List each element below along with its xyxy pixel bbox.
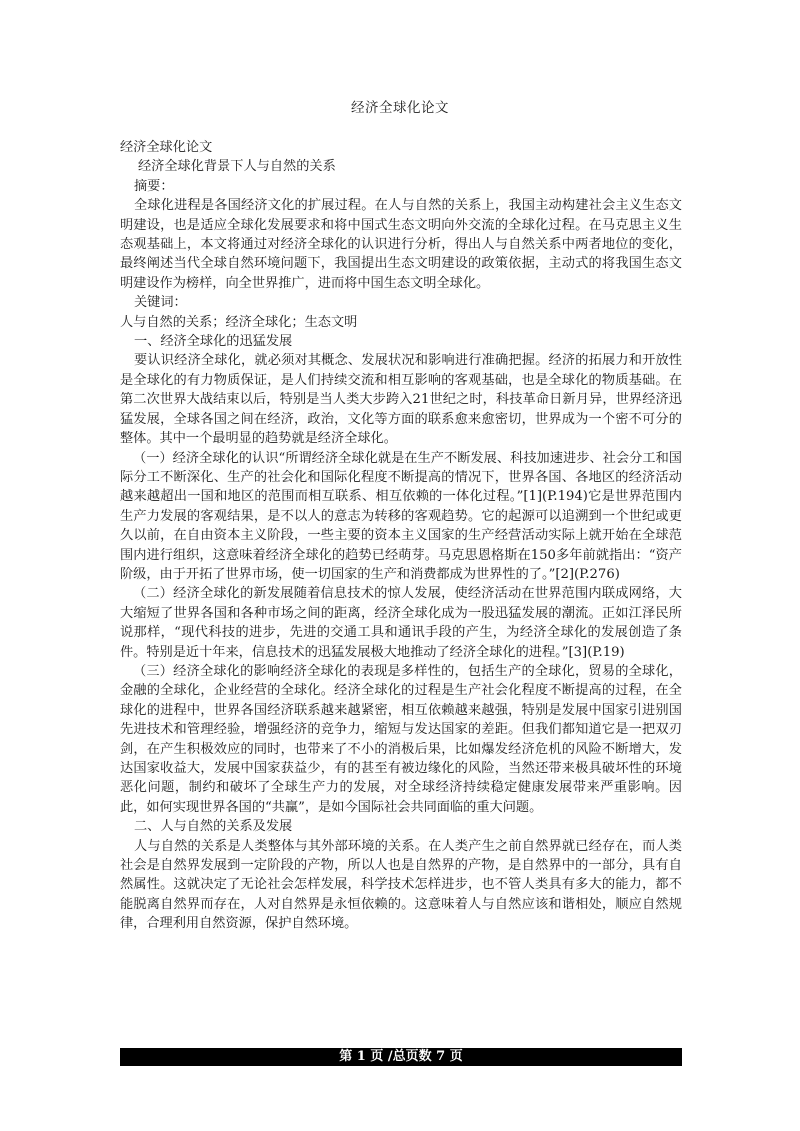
section-2-intro: 人与自然的关系是人类整体与其外部环境的关系。在人类产生之前自然界就已经存在，而人类社会是自然界发展到一定阶段的产物，所以人也是自然界的产物，是自然界中的一部分，具有自然属性。这就决定了无论社会怎样发展，科学技术怎样进步，也不管人类具有多大的能力，都不能脱离自然界而存在，人对自然界是永恒依赖的。这意味着人与自然应该和谐相处，顺应自然规律，合理利用自然资源，保护自然环境。 [120, 838, 682, 932]
keywords-text: 人与自然的关系；经济全球化；生态文明 [120, 314, 358, 330]
abstract-paragraph: 全球化进程是各国经济文化的扩展过程。在人与自然的关系上，我国主动构建社会主义生态文明建设，也是适应全球化发展要求和将中国式生态文明向外交流的全球化过程。在马克思主义生态观基础上，本文将通过对经济全球化的认识进行分析，得出人与自然关系中两者地位的变化，最终阐述当代全球自然环境问题下，我国提出生态文明建设的政策依据，主动式的将我国生态文明建设作为榜样，向全世界推广，进而将中国生态文明全球化。 [120, 198, 682, 291]
document-body [120, 138, 682, 934]
document-heading: 经济全球化论文 [120, 140, 213, 155]
point-3-paragraph: （三）经济全球化的影响经济全球化的表现是多样性的，包括生产的全球化，贸易的全球化，金融的全球化，企业经营的全球化。经济全球化的过程是生产社会化程度不断提高的过程，在全球化的进程中，世界各国经济联系越来越紧密，相互依赖越来越强，特别是发展中国家引进别国先进技术和管理经验，增强经济的竞争力，缩短与发达国家的差距。但我们都知道它是一把双刃剑，在产生积极效应的同时，也带来了不小的消极后果，比如爆发经济危机的风险不断增大，发达国家收益大，发展中国家获益少，有的甚至有被边缘化的风险，当然还带来极具破坏性的环境恶化问题，制约和破坏了全球生产力的发展，对全球经济持续稳定健康发展带来严重影响。因此，如何实现世界各国的“共赢”，是如今国际社会共同面临的重大问题。 [120, 663, 682, 815]
section-1-intro: 要认识经济全球化，就必须对其概念、发展状况和影响进行准确把握。经济的拓展力和开放性是全球化的有力物质保证，是人们持续交流和相互影响的客观基础，也是全球化的物质基础。在第二次世界大战结束以后，特别是当人类大步跨入21世纪之时，科技革命日新月异，世界经济迅猛发展，全球各国之间在经济，政治，文化等方面的联系愈来愈密切，世界成为一个密不可分的整体。其中一个最明显的趋势就是经济全球化。 [120, 353, 682, 447]
point-1-paragraph: （一）经济全球化的认识“所谓经济全球化就是在生产不断发展、科技加速进步、社会分工和国际分工不断深化、生产的社会化和国际化程度不断提高的情况下，世界各国、各地区的经济活动越来越超出一国和地区的范围而相互联系、相互依赖的一体化过程。”[1](P.194)它是世界范围内生产力发展的客观结果，是不以人的意志为转移的客观趋势。它的起源可以追溯到一个世纪或更久以前，在自由资本主义阶段，一些主要的资本主义国家的生产经营活动实际上就开始在全球范围内进行组织，这意味着经济全球化的趋势已经萌芽。马克思恩格斯在150多年前就指出：“资产阶级，由于开拓了世界市场，使一切国家的生产和消费都成为世界性的了。”[2](P.276) [120, 450, 682, 582]
page-footer: 第 1 页 /总页数 7 页 [120, 1048, 682, 1066]
section-1-title: 一、经济全球化的迅猛发展 [134, 334, 293, 350]
page-title: 经济全球化论文 [351, 100, 449, 116]
document-subtitle: 经济全球化背景下人与自然的关系 [138, 159, 336, 175]
section-2-title: 二、人与自然的关系及发展 [134, 819, 293, 835]
point-2-paragraph: （二）经济全球化的新发展随着信息技术的惊人发展，使经济活动在世界范围内联成网络，大大缩短了世界各国和各种市场之间的距离，经济全球化成为一股迅猛发展的潮流。正如江泽民所说那样，“现代科技的进步，先进的交通工具和通讯手段的产生，为经济全球化的发展创造了条件。特别是近十年来，信息技术的迅猛发展极大地推动了经济全球化的进程。”[3](P.19) [120, 586, 682, 660]
abstract-label: 摘要： [134, 178, 174, 194]
keywords-label: 关键词： [134, 295, 187, 311]
